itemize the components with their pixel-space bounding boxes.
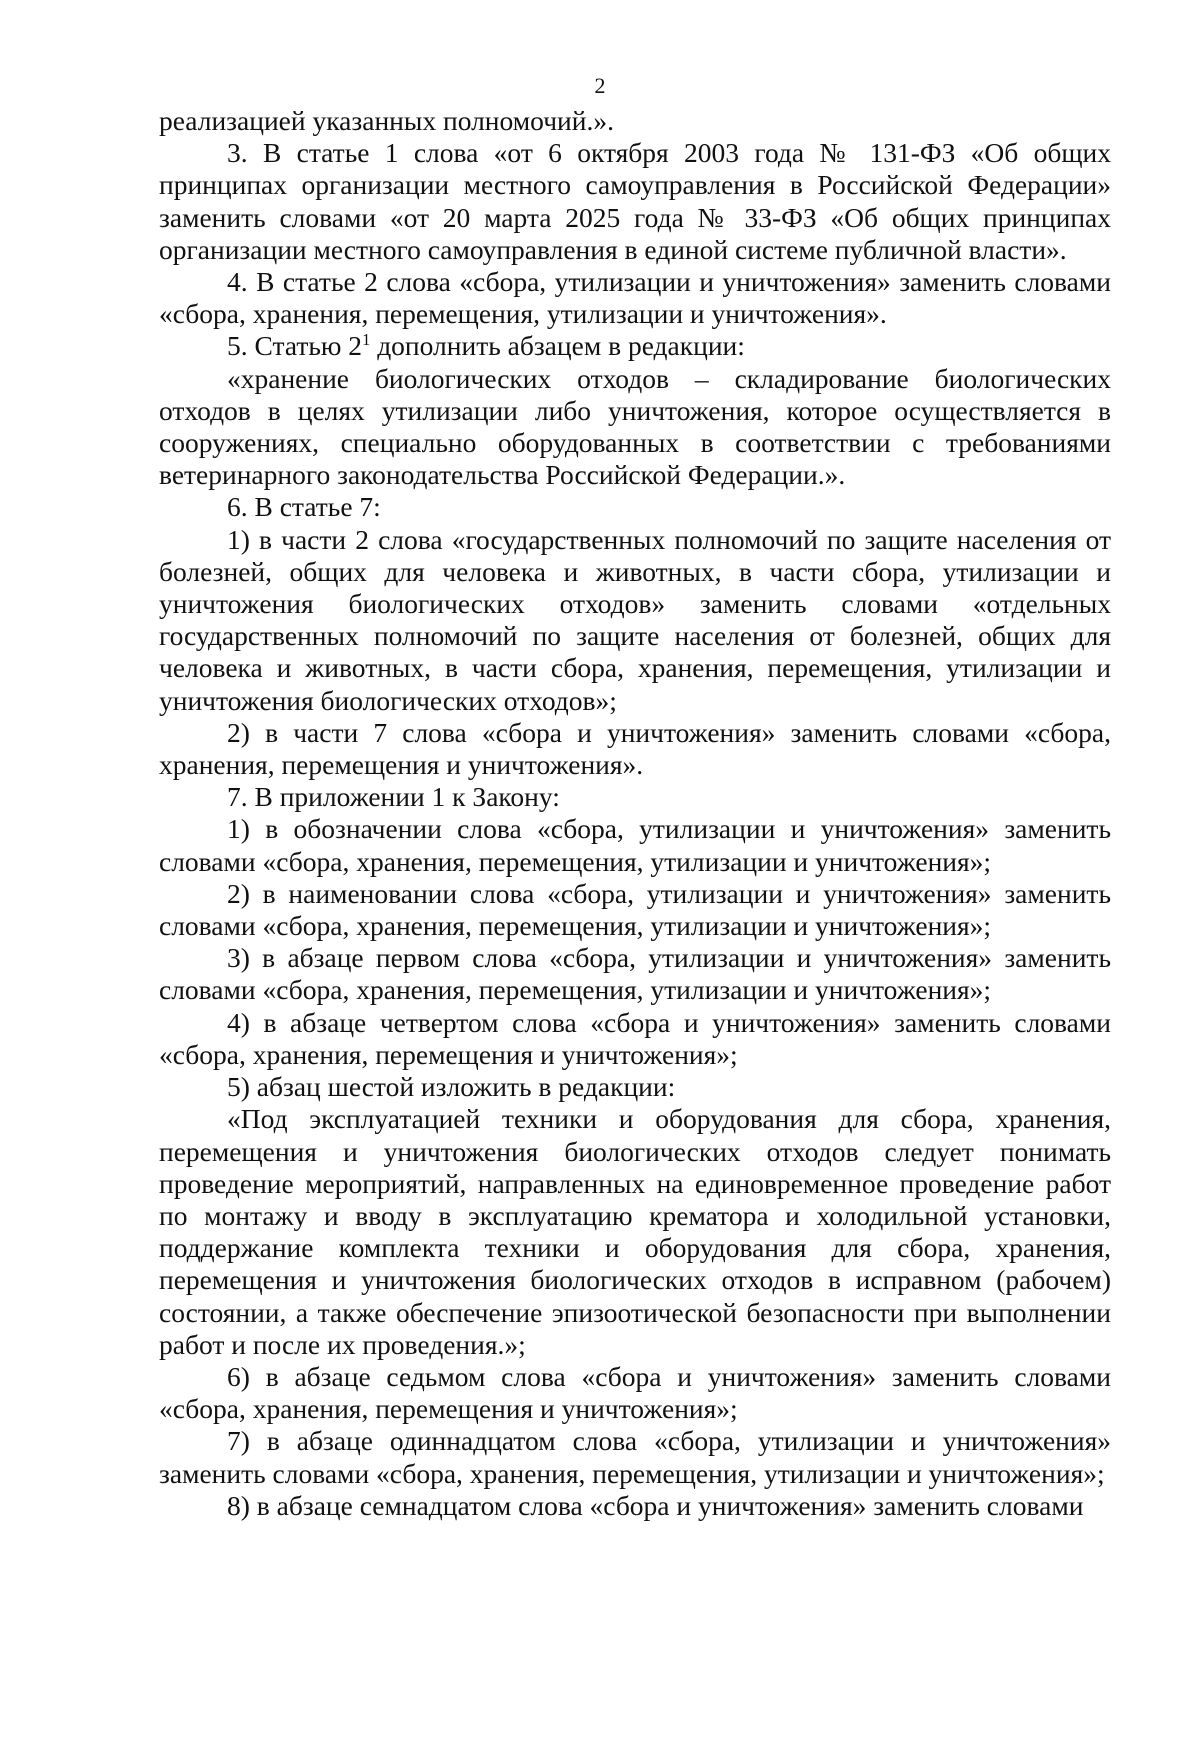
- subitem-7-7: 7) в абзаце одиннадцатом слова «сбора, утилизации и уничтожения» заменить словами «сбора, хранения, перемещения, утилизации и уничтожения»;: [159, 1425, 1111, 1489]
- paragraph-item-7: 7. В приложении 1 к Закону:: [227, 781, 560, 813]
- paragraph-continuation: реализацией указанных полномочий.».: [159, 105, 614, 136]
- document-body: [159, 105, 1111, 1522]
- quoted-definition: «хранение биологических отходов – складирование биологических отходов в целях утилизации либо уничтожения, которое осуществляется в сооружениях, специально оборудованных в соответствии с требованиями ветеринарного законодательства Российской Федерации.».: [159, 362, 1111, 491]
- subitem-6-2: 2) в части 7 слова «сбора и уничтожения» заменить словами «сбора, хранения, перемещения и уничтожения».: [159, 716, 1111, 781]
- superscript-one: 1: [362, 330, 371, 350]
- paragraph-item-3: 3. В статье 1 слова «от 6 октября 2003 года № 131-ФЗ «Об общих принципах организации местного самоуправления в Российской Федерации» заменить словами «от 20 марта 2025 года № 33-ФЗ «Об общих принципах организации местного самоуправления в единой системе публичной власти».: [159, 137, 1111, 265]
- quoted-paragraph-six: «Под эксплуатацией техники и оборудования для сбора, хранения, перемещения и уничтожения биологических отходов следует понимать проведение мероприятий, направленных на единовременное проведение работ по монтажу и вводу в эксплуатацию крематора и холодильной установки, поддержание комплекта техники и оборудования для сбора, хранения, перемещения и уничтожения биологических отходов в исправном (рабочем) состоянии, а также обеспечение эпизоотической безопасности при выполнении работ и после их проведения.»;: [159, 1103, 1111, 1360]
- subitem-7-2: 2) в наименовании слова «сбора, утилизации и уничтожения» заменить словами «сбора, хранения, перемещения, утилизации и уничтожения»;: [159, 877, 1111, 942]
- subitem-7-5: 5) абзац шестой изложить в редакции:: [227, 1071, 676, 1103]
- subitem-7-6: 6) в абзаце седьмом слова «сбора и уничтожения» заменить словами «сбора, хранения, перемещения и уничтожения»;: [159, 1360, 1111, 1425]
- item-5-text-end: дополнить абзацем в редакции:: [370, 330, 745, 362]
- item-5-text-start: 5. Статью 2: [227, 330, 363, 362]
- paragraph-item-5: [159, 330, 1111, 362]
- subitem-7-4: 4) в абзаце четвертом слова «сбора и уничтожения» заменить словами «сбора, хранения, перемещения и уничтожения»;: [159, 1006, 1111, 1070]
- subitem-7-1: 1) в обозначении слова «сбора, утилизации и уничтожения» заменить словами «сбора, хранения, перемещения, утилизации и уничтожения»;: [159, 813, 1111, 877]
- subitem-7-8: 8) в абзаце семнадцатом слова «сбора и уничтожения» заменить словами: [227, 1489, 1084, 1521]
- subitem-6-1: 1) в части 2 слова «государственных полномочий по защите населения от болезней, общих для человека и животных, в части сбора, утилизации и уничтожения биологических отходов» заменить словами «отдельных государственных полномочий по защите населения от болезней, общих для человека и животных, в части сбора, хранения, перемещения, утилизации и уничтожения биологических отходов»;: [159, 523, 1111, 716]
- paragraph-item-4: 4. В статье 2 слова «сбора, утилизации и уничтожения» заменить словами «сбора, хранения, перемещения, утилизации и уничтожения».: [159, 266, 1111, 330]
- subitem-7-3: 3) в абзаце первом слова «сбора, утилизации и уничтожения» заменить словами «сбора, хранения, перемещения, утилизации и уничтожения»;: [159, 942, 1111, 1006]
- paragraph-item-6: 6. В статье 7:: [227, 491, 381, 523]
- page-number: 2: [594, 73, 606, 98]
